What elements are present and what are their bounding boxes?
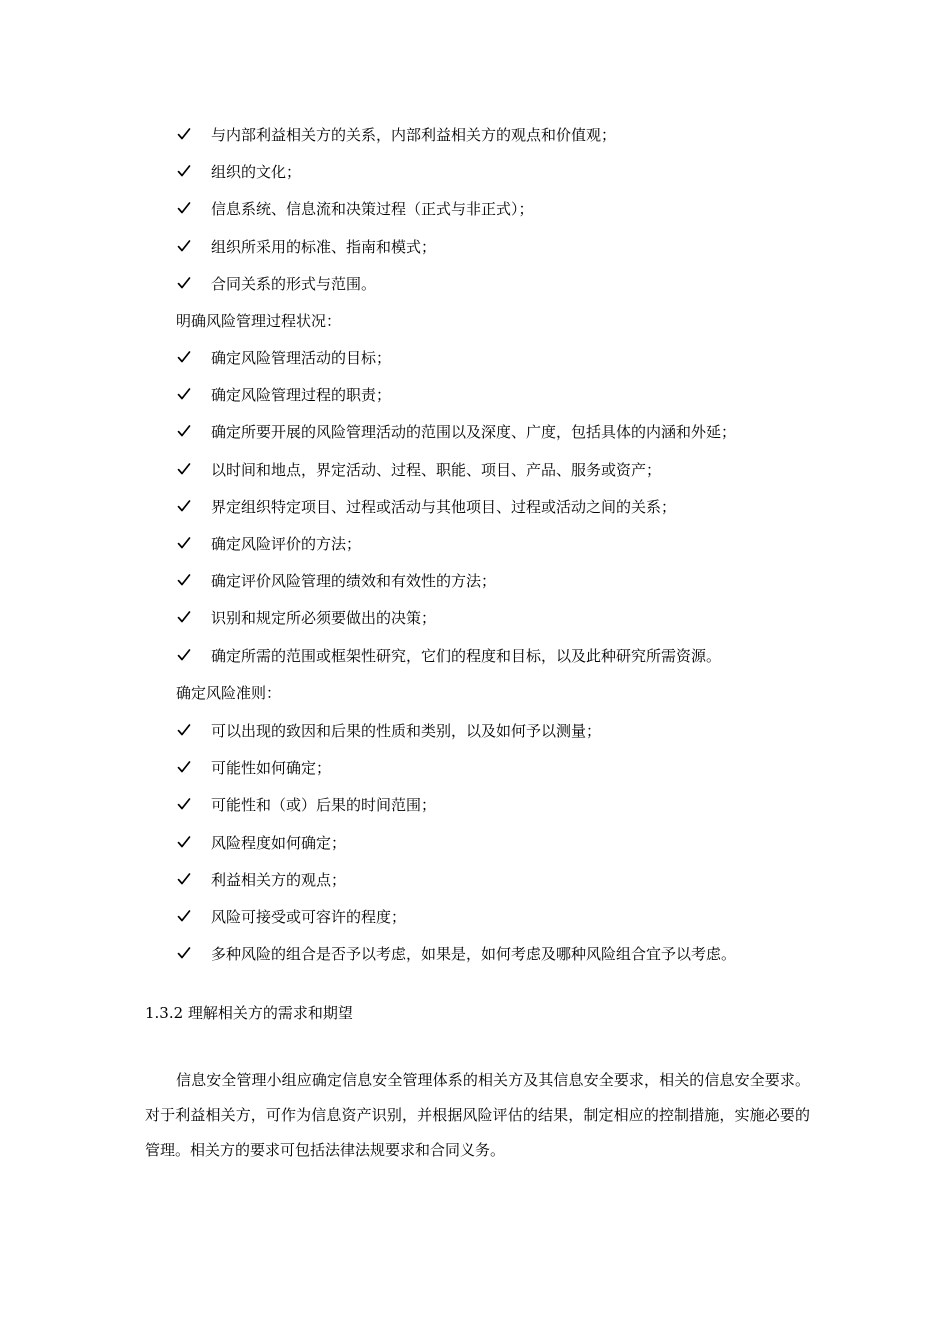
list-item-text: 可以出现的致因和后果的性质和类别，以及如何予以测量；: [211, 722, 602, 740]
list-item-text: 确定评价风险管理的绩效和有效性的方法；: [211, 572, 497, 591]
list-item: [0, 125, 950, 162]
list-item: [0, 646, 950, 683]
list-item-text: 组织所采用的标准、指南和模式；: [211, 237, 437, 256]
checkmark-icon: [176, 498, 192, 514]
checkmark-icon: [176, 572, 192, 588]
list-item: [0, 944, 950, 981]
checkmark-icon: [176, 386, 192, 402]
checkmark-icon: [176, 945, 192, 961]
checkmark-icon: [176, 275, 192, 291]
checkmark-icon: [176, 163, 192, 179]
list-item: [0, 385, 950, 422]
list-item: [0, 571, 950, 608]
list-item: [0, 758, 950, 795]
checkmark-icon: [176, 834, 192, 850]
risk-criteria-label: 确定风险准则：: [176, 684, 282, 702]
list-item: [0, 833, 950, 870]
list-item: [0, 199, 950, 236]
list-item: [0, 348, 950, 385]
criteria-list: [0, 721, 950, 981]
list-item-text: 确定风险评价的方法；: [211, 534, 362, 553]
list-item: [0, 497, 950, 534]
context-list: [0, 125, 950, 311]
list-item-text: 界定组织特定项目、过程或活动与其他项目、过程或活动之间的关系；: [211, 497, 677, 516]
checkmark-icon: [176, 126, 192, 142]
list-item: [0, 721, 950, 758]
list-item: [0, 162, 950, 199]
list-item-text: 确定所要开展的风险管理活动的范围以及深度、广度，包括具体的内涵和外延；: [211, 423, 737, 442]
checkmark-icon: [176, 647, 192, 663]
list-item-text: 与内部利益相关方的关系，内部利益相关方的观点和价值观；: [211, 126, 617, 144]
list-item-text: 识别和规定所必须要做出的决策；: [211, 609, 437, 628]
process-label-row: [0, 311, 950, 348]
checkmark-icon: [176, 759, 192, 775]
list-item-text: 可能性和（或）后果的时间范围；: [211, 796, 437, 815]
list-item-text: 利益相关方的观点；: [211, 870, 347, 889]
checkmark-icon: [176, 423, 192, 439]
list-item: [0, 422, 950, 459]
list-item-text: 组织的文化；: [211, 163, 302, 182]
list-item-text: 确定风险管理活动的目标；: [211, 349, 392, 367]
body-paragraph: 信息安全管理小组应确定信息安全管理体系的相关方及其信息安全要求，相关的信息安全要求。对于利益相关方，可作为信息资产识别，并根据风险评估的结果，制定相应的控制措施，实施必要的管理。相关方的要求可包括法律法规要求和合同义务。: [145, 1071, 810, 1159]
checkmark-icon: [176, 200, 192, 216]
section-heading: 1.3.2 理解相关方的需求和期望: [145, 1004, 353, 1022]
criteria-label-row: [0, 683, 950, 720]
list-item: [0, 460, 950, 497]
checkmark-icon: [176, 722, 192, 738]
list-item: [0, 870, 950, 907]
checkmark-icon: [176, 238, 192, 254]
list-item-text: 以时间和地点，界定活动、过程、职能、项目、产品、服务或资产；: [211, 460, 662, 479]
list-item: [0, 907, 950, 944]
list-item-text: 风险程度如何确定；: [211, 833, 347, 852]
checkmark-icon: [176, 796, 192, 812]
process-list: [0, 348, 950, 683]
list-item: [0, 534, 950, 571]
list-item-text: 信息系统、信息流和决策过程（正式与非正式）；: [211, 200, 534, 219]
checkmark-icon: [176, 609, 192, 625]
checkmark-icon: [176, 461, 192, 477]
checkmark-icon: [176, 349, 192, 365]
list-item: [0, 608, 950, 645]
list-item-text: 确定所需的范围或框架性研究，它们的程度和目标，以及此种研究所需资源。: [211, 646, 722, 665]
list-item-text: 多种风险的组合是否予以考虑，如果是，如何考虑及哪种风险组合宜予以考虑。: [211, 945, 737, 964]
list-item-text: 风险可接受或可容许的程度；: [211, 907, 407, 926]
list-item-text: 合同关系的形式与范围。: [211, 274, 377, 293]
checkmark-icon: [176, 535, 192, 551]
checkmark-icon: [176, 871, 192, 887]
list-item-text: 确定风险管理过程的职责；: [211, 386, 392, 405]
list-item: [0, 274, 950, 311]
process-status-label: 明确风险管理过程状况：: [176, 312, 342, 330]
list-item: [0, 237, 950, 274]
list-item-text: 可能性如何确定；: [211, 759, 332, 778]
checkmark-icon: [176, 908, 192, 924]
list-item: [0, 795, 950, 832]
